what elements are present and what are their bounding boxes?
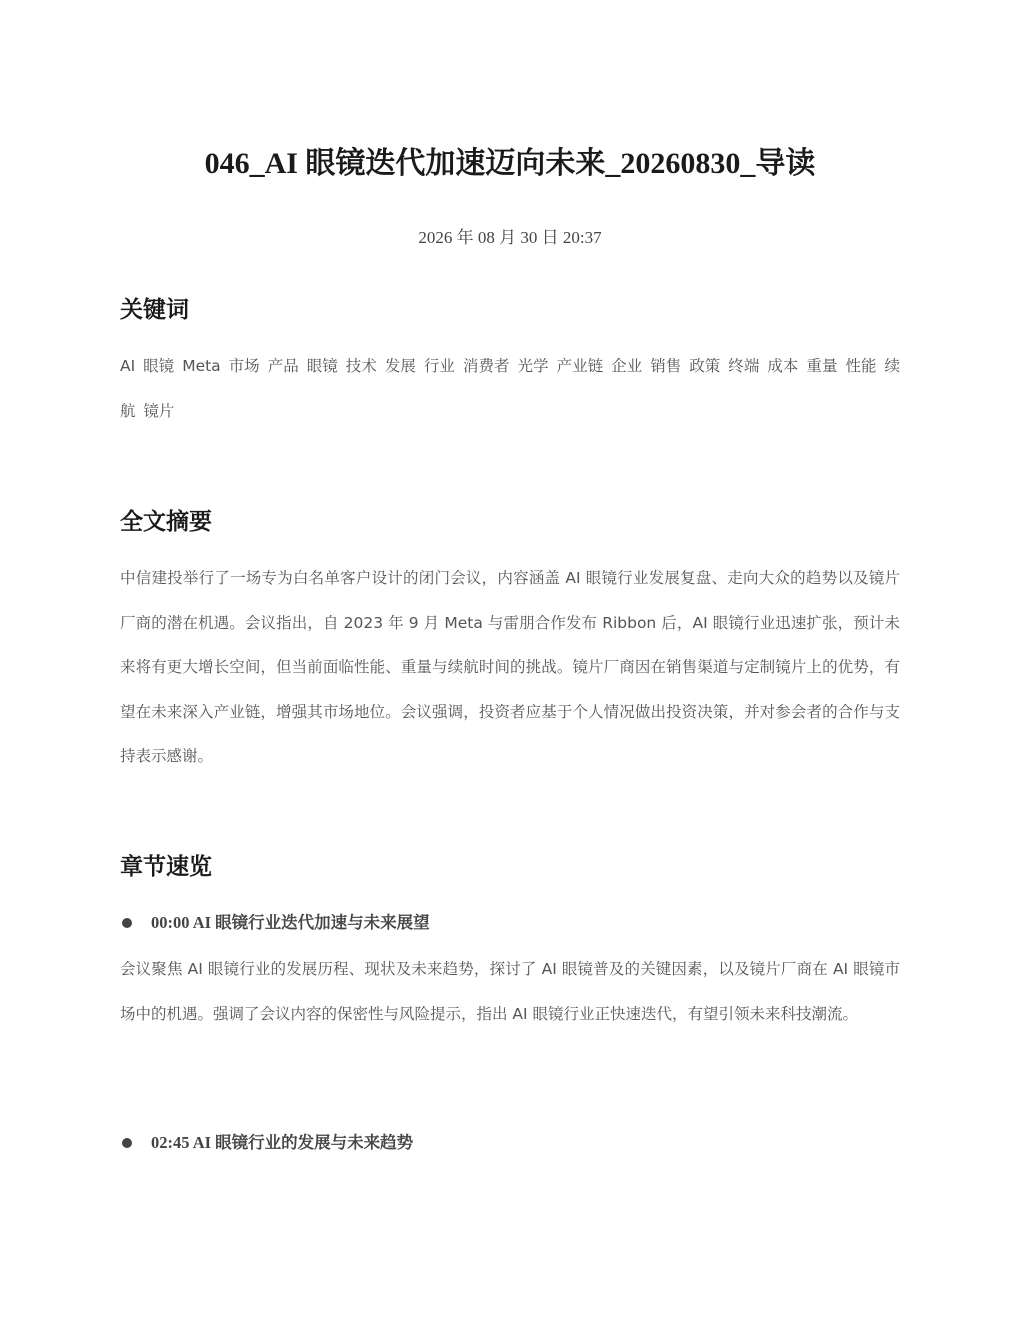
chapter-title: 00:00 AI 眼镜行业迭代加速与未来展望 (151, 913, 430, 932)
chapter-item (120, 1131, 900, 1155)
chapter-item (120, 911, 900, 935)
document-title: 046_AI 眼镜迭代加速迈向未来_20260830_导读 (204, 147, 816, 180)
summary-heading: 全文摘要 (120, 509, 212, 535)
keywords-list: AI 眼镜 Meta 市场 产品 眼镜 技术 发展 行业 消费者 光学 产业链 企业 销售 政策 终端 成本 重量 性能 续航 镜片 (120, 357, 900, 420)
bullet-icon (122, 918, 132, 928)
bullet-icon (122, 1138, 132, 1148)
chapter-title: 02:45 AI 眼镜行业的发展与未来趋势 (151, 1133, 414, 1152)
chapters-heading: 章节速览 (120, 854, 212, 880)
summary-text: 中信建投举行了一场专为白名单客户设计的闭门会议，内容涵盖 AI 眼镜行业发展复盘、走向大众的趋势以及镜片厂商的潜在机遇。会议指出，自 2023 年 9 月 Meta 与雷朋合作发布 Ribbon 后，AI 眼镜行业迅速扩张，预计未来将有更大增长空间，但当前面临性能、重量与续航时间的挑战。镜片厂商因在销售渠道与定制镜片上的优势，有望在未来深入产业链，增强其市场地位。会议强调，投资者应基于个人情况做出投资决策，并对参会者的合作与支持表示感谢。 (120, 569, 900, 765)
keywords-heading: 关键词 (120, 297, 189, 323)
chapter-summary: 会议聚焦 AI 眼镜行业的发展历程、现状及未来趋势，探讨了 AI 眼镜普及的关键因素，以及镜片厂商在 AI 眼镜市场中的机遇。强调了会议内容的保密性与风险提示，指出 AI 眼镜行业正快速迭代，有望引领未来科技潮流。 (120, 960, 900, 1023)
document-date: 2026 年 08 月 30 日 20:37 (418, 228, 602, 247)
